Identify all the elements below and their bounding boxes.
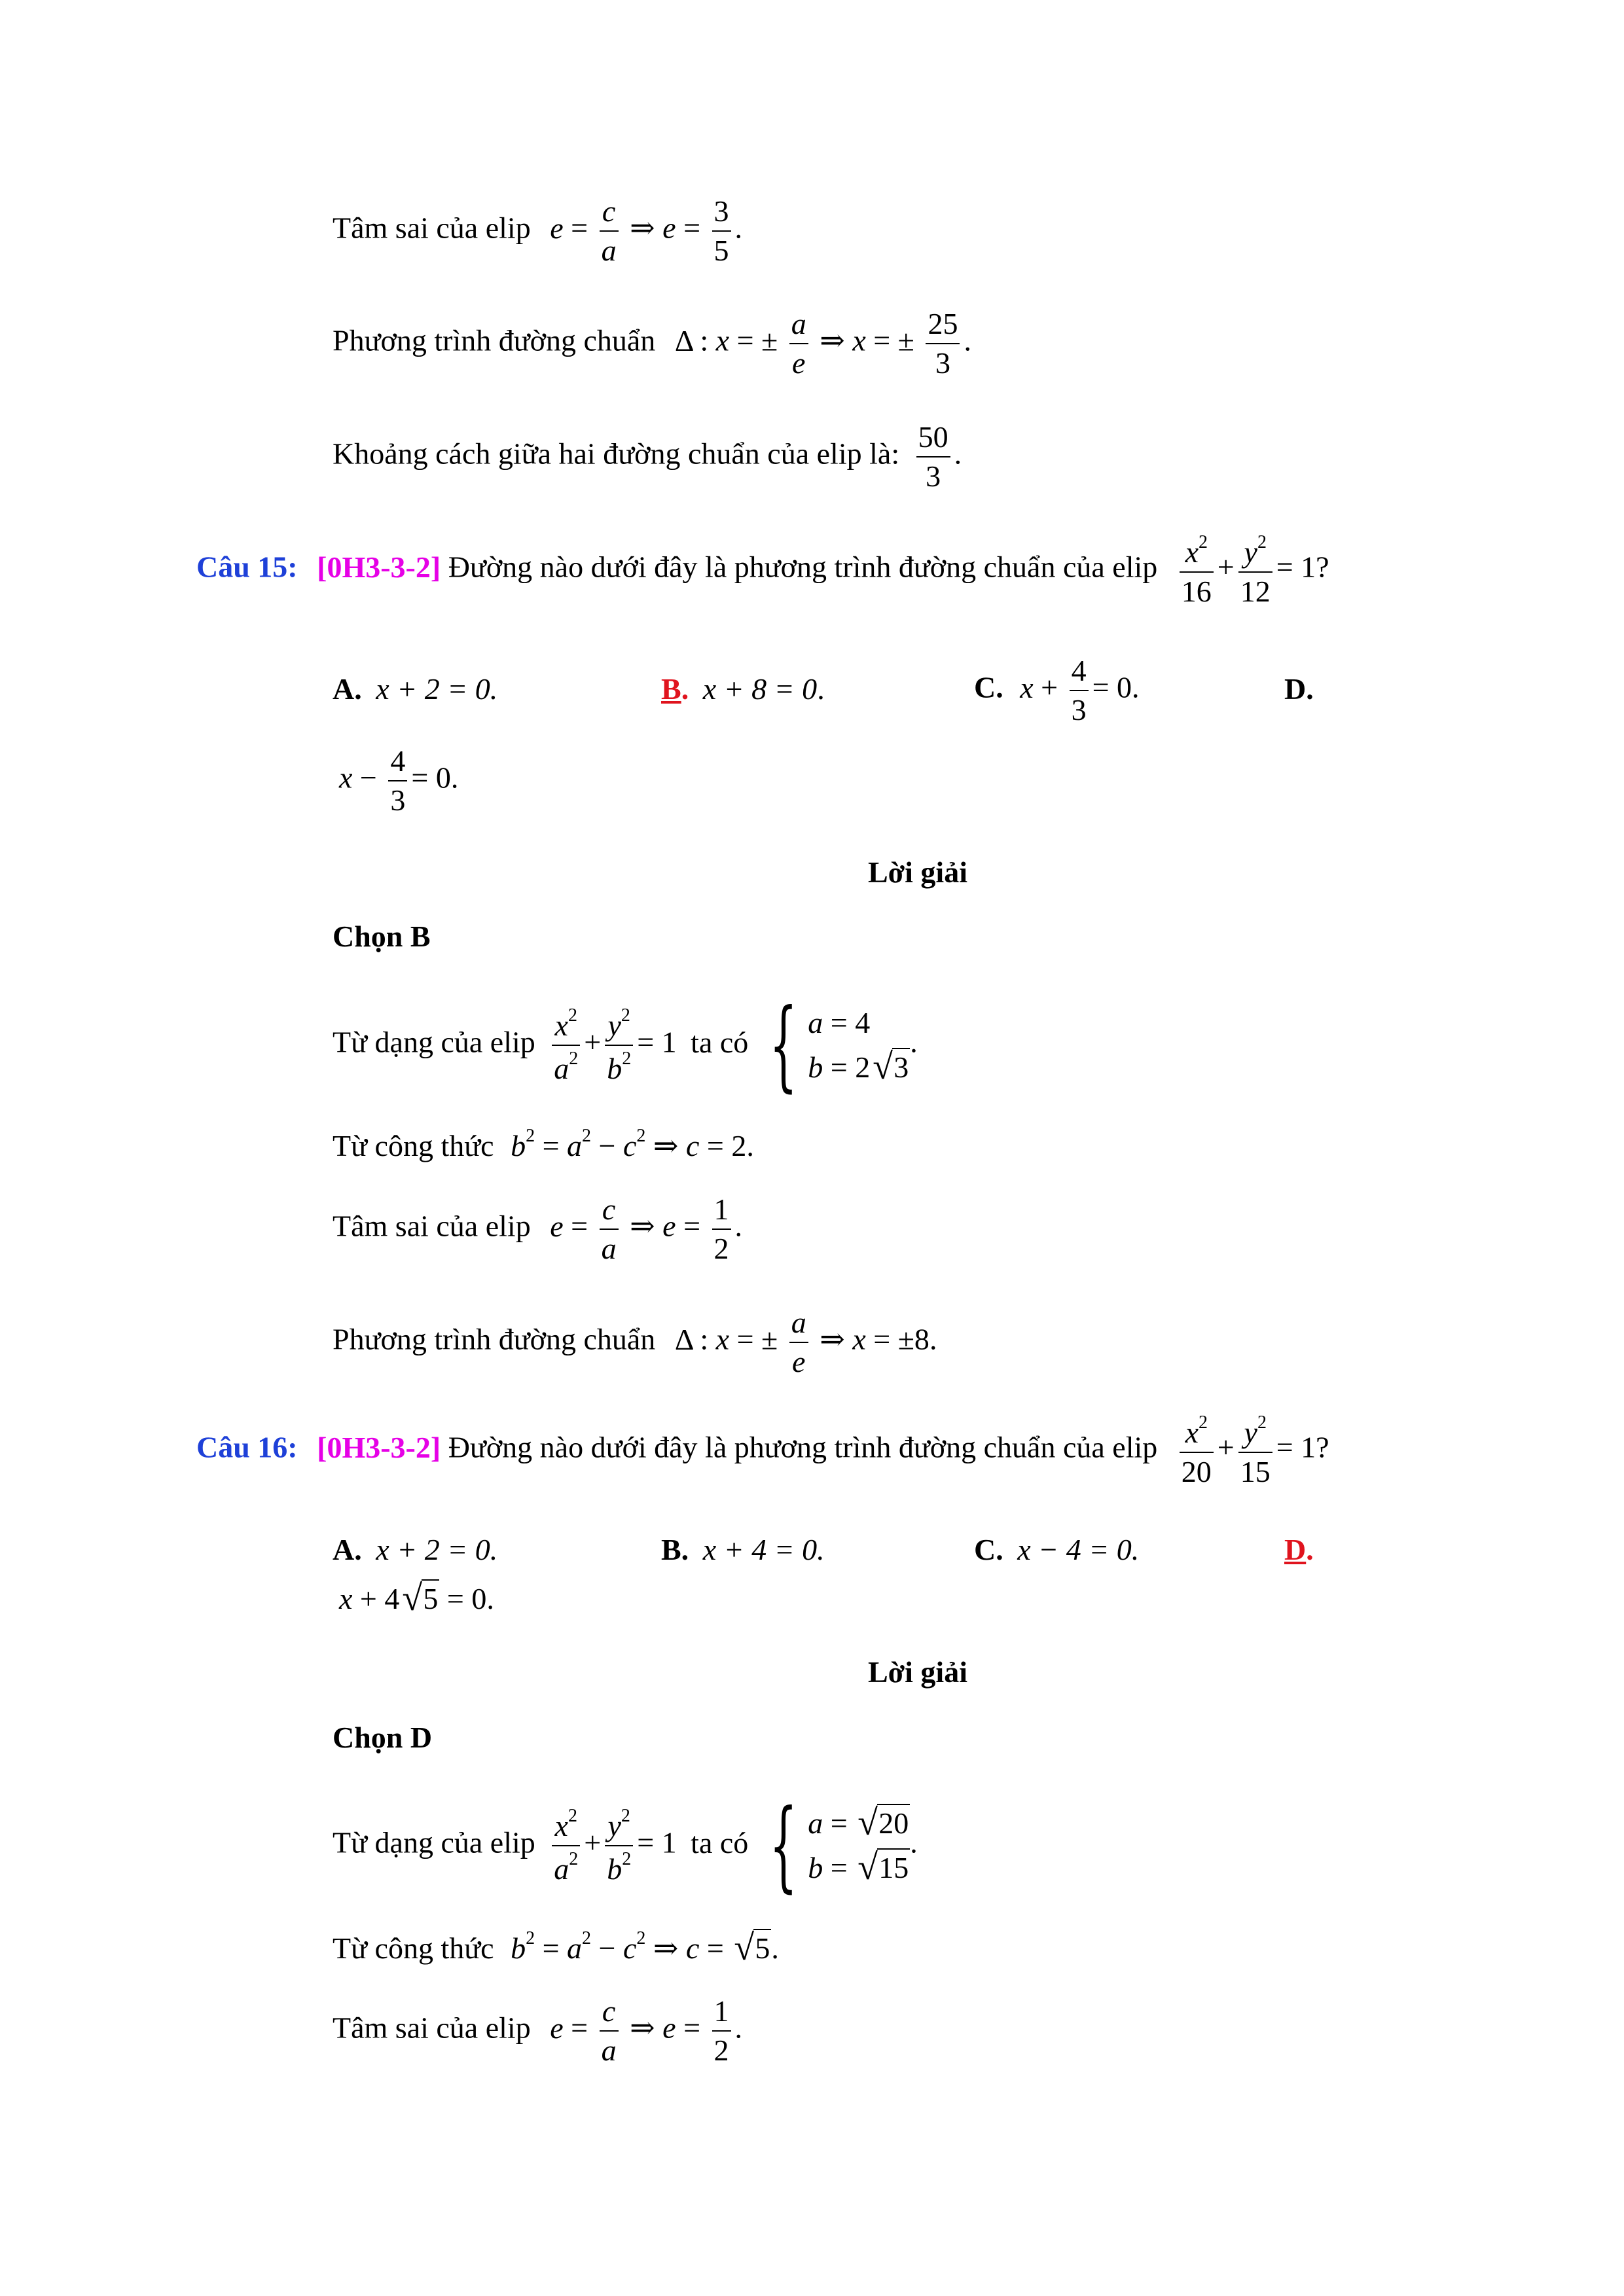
q16-form-line: Từ dạng của elip $\frac{x^2}{a^2}$ + $\frac{y^2}{b^2}$ = 1 ta có { a = √ 20 b = √ 15 . bbox=[333, 1789, 918, 1903]
q16-option-d[interactable]: D. bbox=[1284, 1533, 1314, 1566]
directrix-line-1: Phương trình đường chuẩn Δ : x = ± $\frac{a}{e}$ ⇒ x = ± $\frac{25}{3}$ . bbox=[333, 307, 971, 380]
q15-option-d-value: x − $\frac{4}{3}$ = 0. bbox=[339, 744, 459, 817]
q16-option-b[interactable]: B. x + 4 = 0. bbox=[661, 1533, 825, 1566]
question-16: Câu 16: [0H3-3-2] Đường nào dưới đây là phương trình đường chuẩn của elip $\frac{x^2}{20}$ + $\frac{y^2}{15}$ = 1? bbox=[196, 1412, 1329, 1488]
q15-formula-line: Từ công thức $b^2 = a^2 - c^2$ ⇒ c = 2. bbox=[333, 1126, 754, 1162]
question-15-label: Câu 15: bbox=[196, 550, 298, 584]
q15-choice: Chọn B bbox=[333, 920, 431, 953]
q15-option-c[interactable]: C. x + $\frac{4}{3}$ = 0. bbox=[974, 654, 1140, 726]
q15-eccentricity-line: Tâm sai của elip e = $\frac{c}{a}$ ⇒ e = $\frac{1}{2}$ . bbox=[333, 1193, 743, 1265]
q16-option-a[interactable]: A. x + 2 = 0. bbox=[333, 1533, 498, 1566]
q15-solution-title: Lời giải bbox=[868, 855, 967, 889]
q15-option-a[interactable]: A. x + 2 = 0. bbox=[333, 672, 498, 706]
q15-directrix-line: Phương trình đường chuẩn Δ : x = ± $\frac{a}{e}$ ⇒ x = ±8. bbox=[333, 1306, 937, 1378]
question-16-label: Câu 16: bbox=[196, 1430, 298, 1464]
q16-eccentricity-line: Tâm sai của elip e = $\frac{c}{a}$ ⇒ e = $\frac{1}{2}$ . bbox=[333, 1994, 743, 2067]
question-15-code: [0H3-3-2] bbox=[317, 550, 441, 584]
q15-option-b[interactable]: B. x + 8 = 0. bbox=[661, 672, 825, 706]
directrix-distance-line: Khoảng cách giữa hai đường chuẩn của elip là: $\frac{50}{3}$ . bbox=[333, 420, 962, 493]
question-15: Câu 15: [0H3-3-2] Đường nào dưới đây là phương trình đường chuẩn của elip $\frac{x^2}{16}$ + $\frac{y^2}{12}$ = 1? bbox=[196, 532, 1329, 608]
q16-option-d-value: x + 4 √ 5 = 0. bbox=[339, 1578, 494, 1619]
eccentricity-line-1: Tâm sai của elip e = $\frac{c}{a}$ ⇒ e = $\frac{3}{5}$ . bbox=[333, 194, 743, 267]
q16-option-c[interactable]: C. x − 4 = 0. bbox=[974, 1533, 1140, 1566]
q15-option-d[interactable]: D. bbox=[1284, 672, 1314, 706]
q16-choice: Chọn D bbox=[333, 1721, 433, 1754]
question-16-code: [0H3-3-2] bbox=[317, 1430, 441, 1464]
q16-formula-line: Từ công thức $b^2 = a^2 - c^2$ ⇒ c = √ 5. bbox=[333, 1928, 779, 1968]
q16-solution-title: Lời giải bbox=[868, 1655, 967, 1689]
q15-form-line: Từ dạng của elip $\frac{x^2}{a^2}$ + $\frac{y^2}{b^2}$ = 1 ta có { a = 4 b = 2 √ 3 . bbox=[333, 988, 918, 1102]
